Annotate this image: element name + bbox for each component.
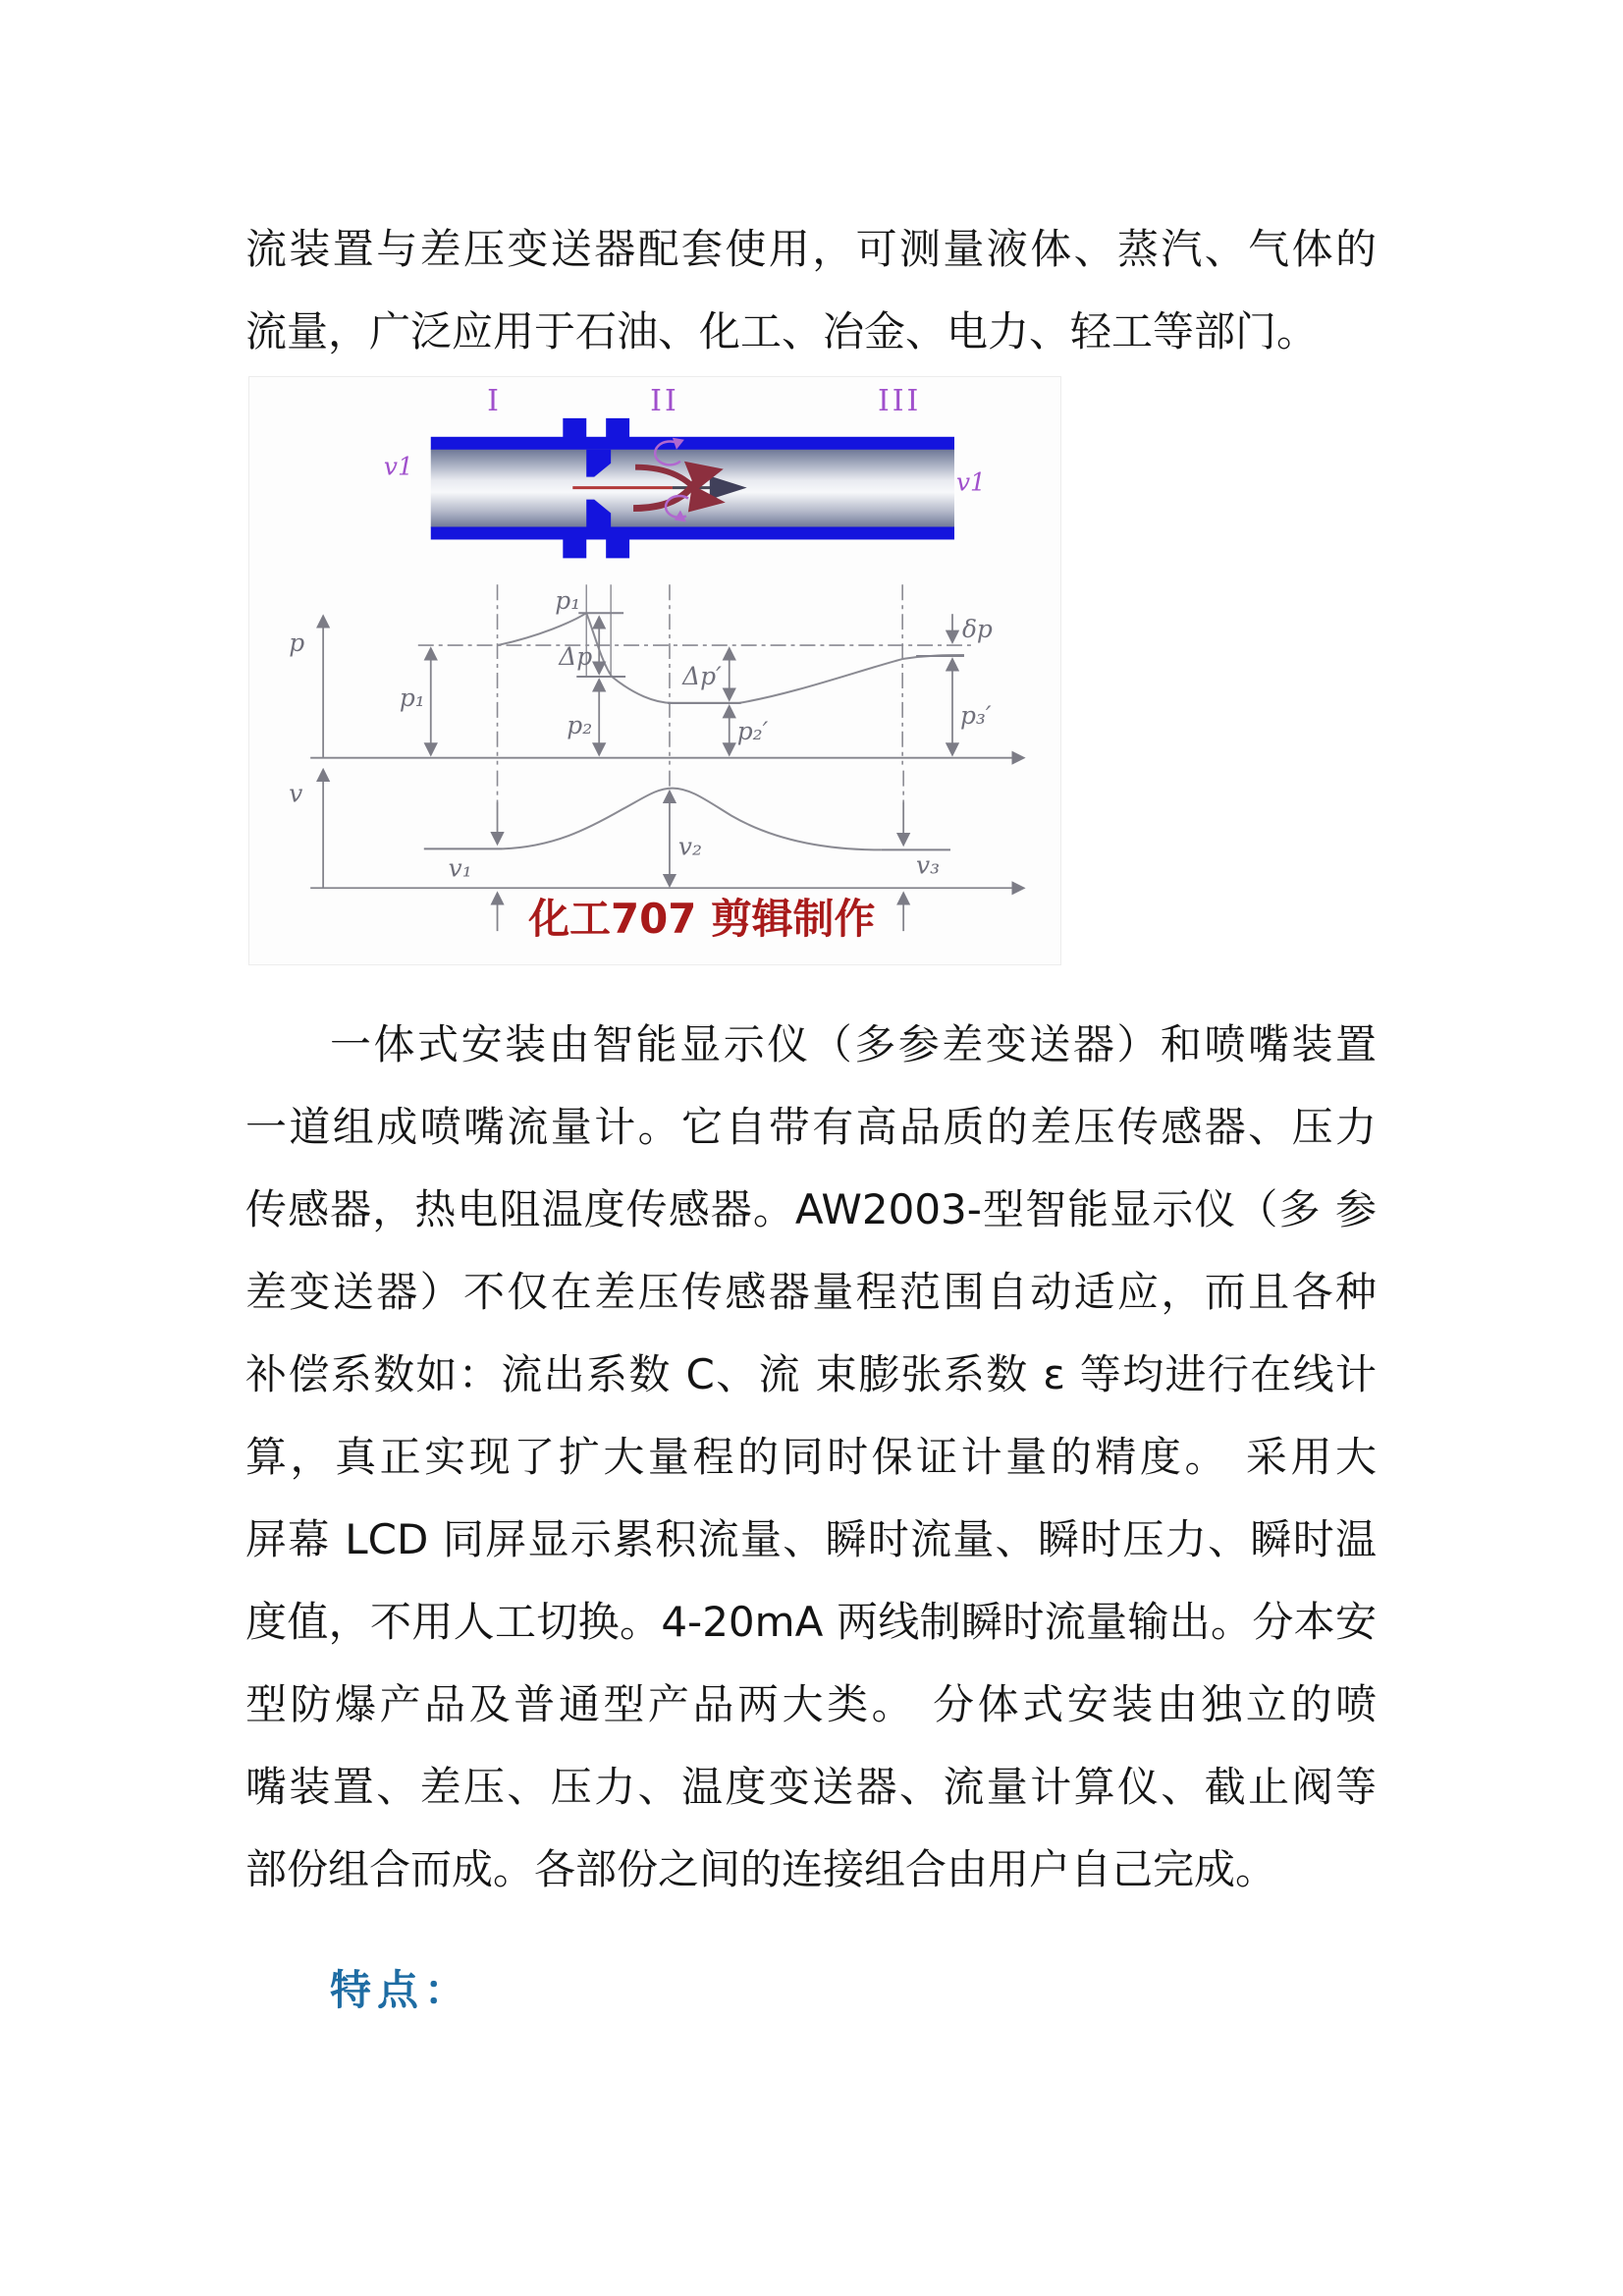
flange-tab [606, 537, 629, 558]
v1-label: v₁ [448, 853, 472, 883]
paragraph-2 [245, 1004, 1377, 1911]
velocity-axis-label: v [289, 779, 303, 808]
section-label-II: II [650, 383, 679, 418]
paragraph-line: 屏幕 LCD 同屏显示累积流量、瞬时流量、瞬时压力、瞬时温 [245, 1515, 1377, 1563]
flange-tab [563, 537, 586, 558]
paragraph-line: 流装置与差压变送器配套使用，可测量液体、蒸汽、气体的 [245, 225, 1377, 273]
paragraph-line: 传感器，热电阻温度传感器。AW2003-型智能显示仪（多 参 [245, 1185, 1377, 1233]
diagram-svg [249, 377, 1060, 964]
pipe-top-wall [431, 437, 954, 450]
dp-loss-label: δp [961, 615, 993, 644]
paragraph-line: 流量，广泛应用于石油、化工、冶金、电力、轻工等部门。 [245, 307, 1319, 355]
flange-tab [563, 418, 586, 439]
paragraph-line: 一体式安装由智能显示仪（多参差变送器）和喷嘴装置 [330, 1020, 1377, 1068]
paragraph-line: 嘴装置、差压、压力、温度变送器、流量计算仪、截止阀等 [245, 1763, 1377, 1811]
section-markers [487, 384, 921, 418]
p1-tap-label: p₁ [555, 586, 581, 616]
p2-prime-label: p₂′ [736, 716, 769, 745]
paragraph-line: 算，真正实现了扩大量程的同时保证计量的精度。 采用大 [245, 1433, 1377, 1481]
flange-tab [606, 418, 629, 439]
pressure-axis-label: p [289, 629, 305, 658]
section-label-III: III [877, 383, 922, 418]
pressure-plot [289, 584, 1022, 764]
p2-label: p₂ [567, 710, 593, 739]
pipe-bottom-wall [431, 526, 954, 539]
paragraph-1 [245, 208, 1377, 373]
features-section [245, 1949, 1377, 2032]
paragraph-line: 部份组合而成。各部份之间的连接组合由用户自己完成。 [245, 1845, 1277, 1893]
v3-label: v₃ [916, 850, 941, 880]
v2-label: v₂ [677, 832, 702, 861]
pipe-assembly [384, 418, 986, 559]
v1-label-left: v1 [383, 452, 413, 481]
paragraph-line: 度值，不用人工切换。4-20mA 两线制瞬时流量输出。分本安 [245, 1598, 1377, 1646]
paragraph-line: 型防爆产品及普通型产品两大类。 分体式安装由独立的喷 [245, 1680, 1377, 1728]
features-heading: 特点： [330, 1966, 472, 2014]
p1-label: p₁ [399, 683, 425, 712]
v1-label-right: v1 [955, 467, 986, 497]
paragraph-line: 补偿系数如：流出系数 C、流 束膨张系数 ε 等均进行在线计 [245, 1350, 1377, 1398]
paragraph-line: 差变送器）不仅在差压传感器量程范围自动适应，而且各种 [245, 1268, 1377, 1316]
dp-prime-label: Δp′ [682, 661, 722, 690]
dp-label: Δp [559, 642, 593, 672]
p3-prime-label: p₃′ [959, 700, 992, 730]
watermark-text: 化工707 剪辑制作 [528, 895, 876, 944]
section-label-I: I [487, 383, 502, 418]
paragraph-line: 一道组成喷嘴流量计。它自带有高品质的差压传感器、压力 [245, 1103, 1377, 1151]
flow-measurement-diagram [248, 376, 1061, 965]
